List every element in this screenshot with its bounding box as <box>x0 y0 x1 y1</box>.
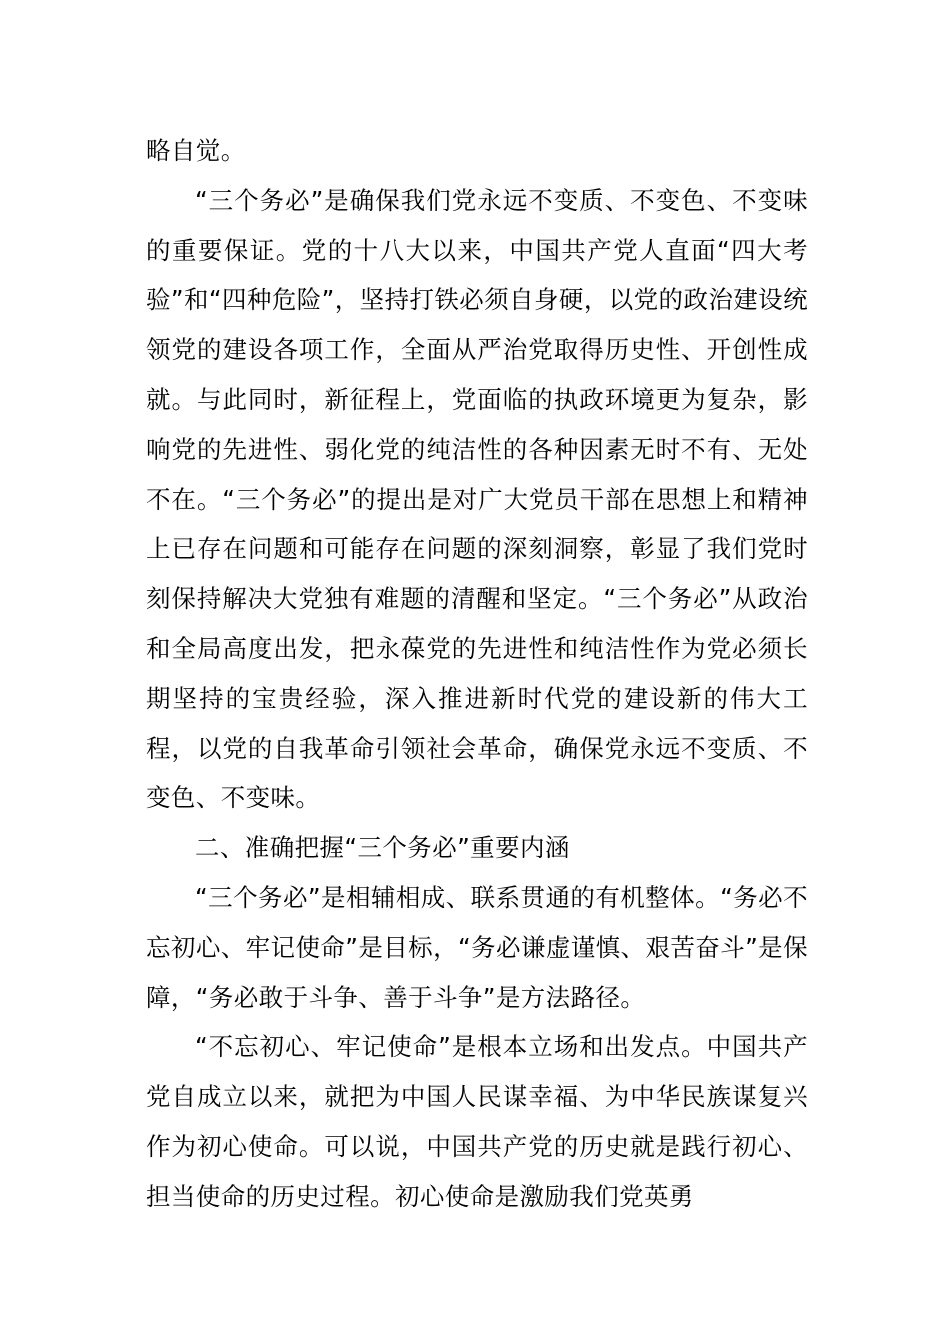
paragraph-4: “不忘初心、牢记使命”是根本立场和出发点。中国共产党自成立以来，就把为中国人民谋幸福、为中华民族谋复兴作为初心使命。可以说，中国共产党的历史就是践行初心、担当使命的历史过程。初心使命是激励我们党英勇 <box>146 1032 808 1211</box>
section-heading: 二、准确把握“三个务必”重要内涵 <box>195 833 570 863</box>
paragraph-1: 略自觉。 <box>146 136 246 165</box>
document-body <box>146 126 808 1222</box>
paragraph-2: “三个务必”是确保我们党永远不变质、不变色、不变味的重要保证。党的十八大以来，中国共产党人直面“四大考验”和“四种危险”，坚持打铁必须自身硬，以党的政治建设统领党的建设各项工作，全面从严治党取得历史性、开创性成就。与此同时，新征程上，党面临的执政环境更为复杂，影响党的先进性、弱化党的纯洁性的各种因素无时不有、无处不在。“三个务必”的提出是对广大党员干部在思想上和精神上已存在问题和可能存在问题的深刻洞察，彰显了我们党时刻保持解决大党独有难题的清醒和坚定。“三个务必”从政治和全局高度出发，把永葆党的先进性和纯洁性作为党必须长期坚持的宝贵经验，深入推进新时代党的建设新的伟大工程，以党的自我革命引领社会革命，确保党永远不变质、不变色、不变味。 <box>146 185 808 813</box>
paragraph-3: “三个务必”是相辅相成、联系贯通的有机整体。“务必不忘初心、牢记使命”是目标，“务必谦虚谨慎、艰苦奋斗”是保障，“务必敢于斗争、善于斗争”是方法路径。 <box>146 882 808 1012</box>
